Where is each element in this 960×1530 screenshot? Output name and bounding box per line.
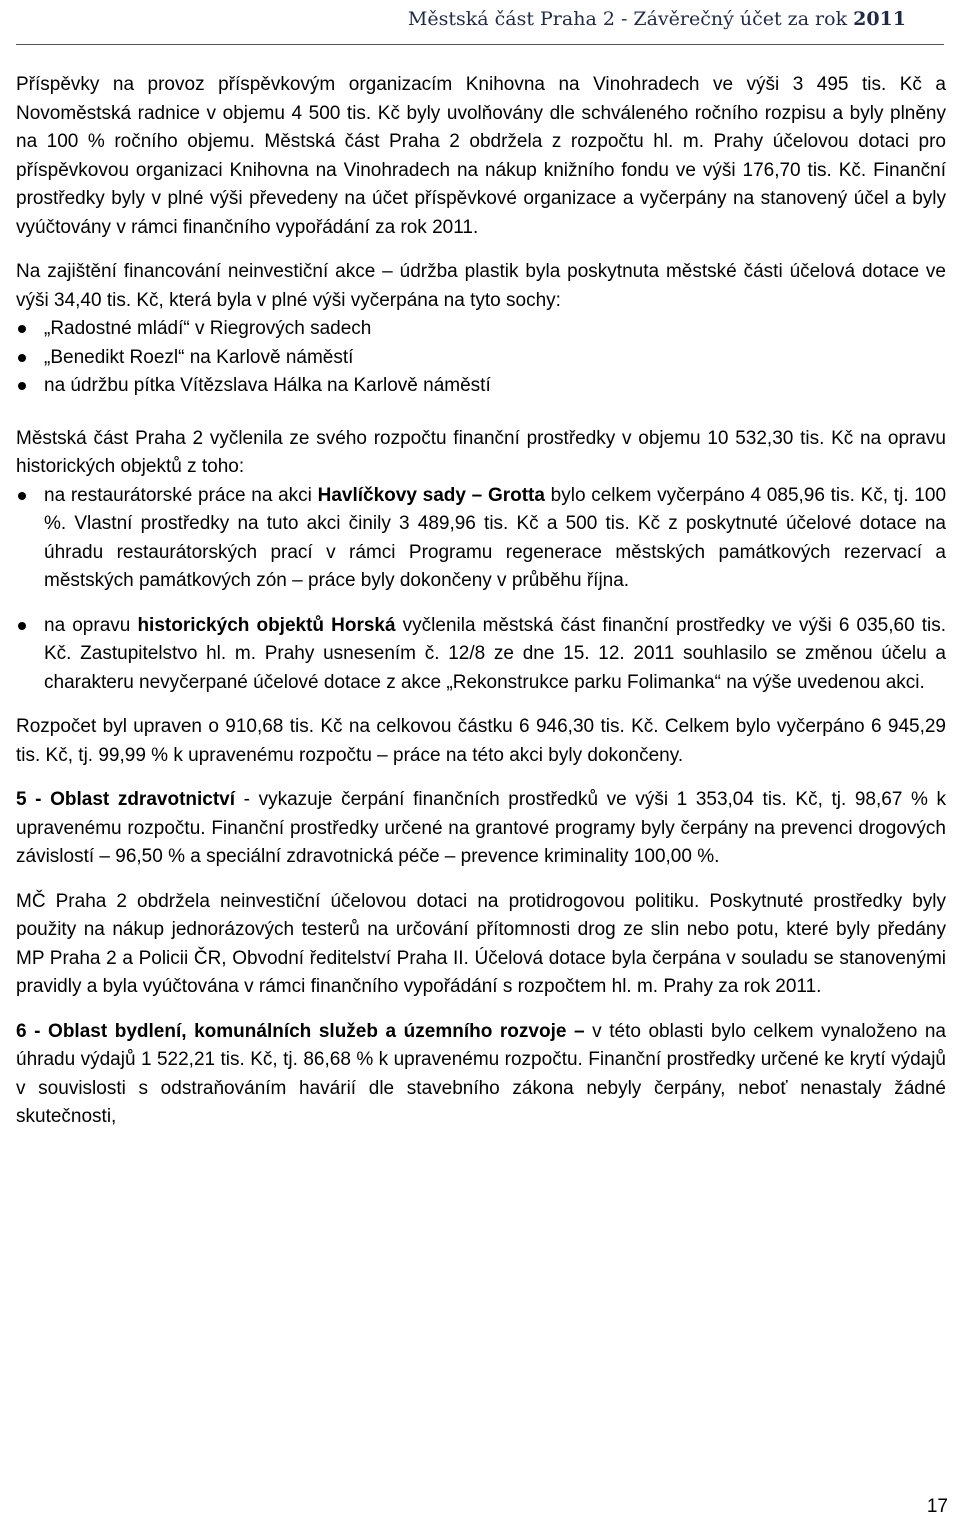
section-healthcare: 5 - Oblast zdravotnictví - vykazuje čerpání finančních prostředků ve výši 1 353,04 tis. Kč, tj. 98,67 % k upravenému rozpočtu. Finanční prostředky určené na grantové programy byly čerpány na prevenci drogových závislostí – 96,50 % a speciální zdravotnická péče – prevence kriminality 100,00 %. [16,789,947,867]
historic-objects-list-2 [16,612,946,698]
historic-objects-list [16,482,946,596]
section-heading: 6 - Oblast bydlení, komunálních služeb a územního rozvoje – [16,1020,585,1042]
paragraph-drug-policy: MČ Praha 2 obdržela neinvestiční účelovou dotaci na protidrogovou politiku. Poskytnuté prostředky byly použity na nákup jednorázových testerů na určování přítomnosti drog ze slin nebo potu, které byly předány MP Praha 2 a Policii ČR, Obvodní ředitelství Praha II. Účelová dotace byla čerpána v souladu se stanovenými pravidly a byla vyúčtována v rámci finančního vypořádání s rozpočtem hl. m. Prahy za rok 2011. [16,890,946,997]
section-housing: 6 - Oblast bydlení, komunálních služeb a územního rozvoje – v této oblasti bylo celkem vynaloženo na úhradu výdajů 1 522,21 tis. Kč, tj. 86,68 % k upravenému rozpočtu. Finanční prostředky určené ke krytí výdajů v souvislosti s odstraňováním havárií dle stavebního zákona nebyly čerpány, neboť nenastaly žádné skutečnosti, [16,1020,946,1127]
paragraph-historic-objects: Městská část Praha 2 vyčlenila ze svého rozpočtu finanční prostředky v objemu 10 532,30 tis. Kč na opravu historických objektů z toho: [16,427,946,477]
list-item: „Benedikt Roezl“ na Karlově náměstí [16,344,946,373]
section-heading: 5 - Oblast zdravotnictví [16,789,236,810]
paragraph-statues-maintenance: Na zajištění financování neinvestiční akce – údržba plastik byla poskytnuta městské části účelová dotace ve výši 34,40 tis. Kč, která byla v plné výši vyčerpána na tyto sochy: [16,261,946,311]
list-item: na údržbu pítka Vítězslava Hálka na Karlově náměstí [16,372,946,401]
list-item-grotta: na restaurátorské práce na akci Havlíčkovy sady – Grotta bylo celkem vyčerpáno 4 085,96 tis. Kč, tj. 100 %. Vlastní prostředky na tuto akci činily 3 489,96 tis. Kč a 500 tis. Kč z poskytnuté účelové dotace na úhradu restaurátorských prací v rámci Programu regenerace městských památkových rezervací a městských památkových zón – práce byly dokončeny v průběhu října. [16,482,946,596]
paragraph-library-contributions: Příspěvky na provoz příspěvkovým organizacím Knihovna na Vinohradech ve výši 3 495 tis. Kč a Novoměstská radnice v objemu 4 500 tis. Kč byly uvolňovány dle schváleného ročního rozpisu a byly plněny na 100 % ročního objemu. Městská část Praha 2 obdržela z rozpočtu hl. m. Prahy účelovou dotaci pro příspěvkovou organizaci Knihovna na Vinohradech na nákup knižního fondu ve výši 176,70 tis. Kč. Finanční prostředky byly v plné výši převedeny na účet příspěvkové organizace a vyčerpány na stanovený účel a byly vyúčtovány v rámci finančního vypořádání za rok 2011. [16,74,946,238]
statues-list [16,315,946,401]
header-divider [16,44,944,45]
page-number: 17 [926,1496,948,1517]
list-item-horska: na opravu historických objektů Horská vyčlenila městská část finanční prostředky ve výši 6 035,60 tis. Kč. Zastupitelstvo hl. m. Prahy usnesením č. 12/8 ze dne 15. 12. 2011 souhlasilo se změnou účelu a charakteru nevyčerpané účelové dotace z akce „Rekonstrukce parku Folimanka“ na výše uvedenou akci. [16,612,946,698]
header-year: 2011 [853,8,906,30]
paragraph-budget-adjustment: Rozpočet byl upraven o 910,68 tis. Kč na celkovou částku 6 946,30 tis. Kč. Celkem bylo vyčerpáno 6 945,29 tis. Kč, tj. 99,99 % k upravenému rozpočtu – práce na této akci byly dokončeny. [16,716,946,766]
page-body [16,71,946,1132]
list-item: „Radostné mládí“ v Riegrových sadech [16,315,946,344]
running-header [408,8,906,30]
header-title: Městská část Praha 2 - Závěrečný účet za rok [407,8,848,30]
